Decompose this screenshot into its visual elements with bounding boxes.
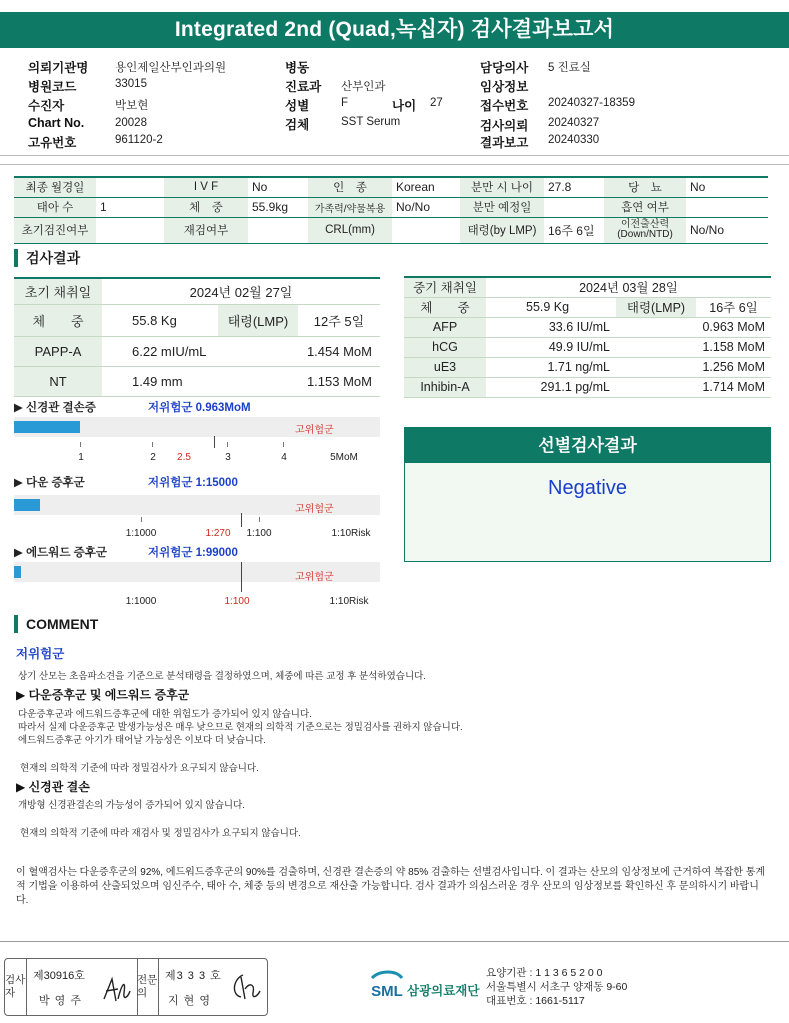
examiner-signature: [100, 973, 134, 1005]
tick-label: 2: [150, 452, 156, 463]
comment-disclaimer: 이 혈액검사는 다운증후군의 92%, 에드워드증후군의 90%를 검출하며, 신경관 결손증의 약 85% 검출하는 선별검사입니다. 이 결과는 산모의 임상정보에 근거하여 복잡한 통계적 기법을 이용하여 산출되었으며 임신주수, 태아 수, 체중 등의 변경으로 재산출 가능합니다. 검사 결과가 의심스러운 경우 산모의 임상정보를 확인하신 후 문의하시기 바랍니다.: [16, 867, 766, 906]
info-cell: 55.9kg: [248, 197, 308, 217]
comment-title: COMMENT: [14, 615, 98, 633]
second-weight: 55.9 Kg: [486, 297, 616, 317]
comment-text: 에드워드증후군 아기가 태어날 가능성은 이보다 더 낮습니다.: [18, 735, 266, 746]
risk-edwards-bar-fill: [14, 566, 21, 578]
tickmark: [283, 442, 284, 447]
value-report-date: 20240330: [548, 134, 600, 146]
screening-result-body: [405, 463, 770, 561]
info-cell: [96, 217, 164, 243]
comment-text: 다운증후군과 에드워드증후군에 대한 위험도가 증가되어 있지 않습니다.: [18, 709, 312, 720]
tick-label: 1:100: [246, 528, 272, 539]
examiner-vertical-label: 검사자: [5, 959, 27, 1015]
marker-value: 291.1 pg/mL: [486, 377, 616, 397]
tick-label-cutoff: 1:100: [224, 596, 250, 607]
value-unique-no: 961120-2: [115, 134, 163, 146]
label-patient: 수진자: [28, 99, 65, 113]
marker-name: PAPP-A: [14, 336, 102, 366]
marker-name: NT: [14, 366, 102, 396]
label-request-date: 검사의뢰: [480, 119, 529, 133]
tick-label: 3: [225, 452, 231, 463]
tickmark: [227, 442, 228, 447]
risk-ntd-high-label: 고위험군: [295, 425, 334, 436]
first-ga-label: 태령(LMP): [218, 304, 298, 336]
value-doctor: 5 진료실: [548, 62, 591, 74]
signature-box: [4, 958, 268, 1016]
label-requester: 의뢰기관명: [28, 61, 89, 75]
value-request-date: 20240327: [548, 117, 600, 129]
risk-ntd-group-text: 저위험군: [148, 402, 193, 414]
comment-text: 개방형 신경관결손의 가능성이 증가되어 있지 않습니다.: [18, 800, 245, 811]
table-row: [14, 336, 380, 366]
tick-label: 1:10Risk: [329, 596, 369, 607]
marker-mom: 1.153 MoM: [218, 366, 380, 396]
info-cell: Korean: [392, 177, 460, 197]
info-cell: No: [248, 177, 308, 197]
table-row: [14, 366, 380, 396]
info-cell: [248, 217, 308, 243]
second-weight-label: 체 중: [404, 297, 486, 317]
first-ga: 12주 5일: [298, 304, 380, 336]
value-age: 27: [430, 97, 443, 109]
patient-info: [0, 56, 789, 152]
first-weight-row: [14, 304, 380, 336]
info-cell: 체 중: [164, 197, 248, 217]
info-cell: 이전출산력 (Down/NTD): [604, 217, 686, 243]
marker-value: 1.49 mm: [102, 366, 218, 396]
risk-edwards-group: [148, 544, 238, 560]
marker-mom: 1.158 MoM: [616, 337, 771, 357]
value-sex: F: [341, 97, 349, 109]
marker-name: AFP: [404, 317, 486, 337]
second-trimester-table: [404, 276, 771, 398]
info-cell: 분만 시 나이: [460, 177, 544, 197]
org-name: 삼광의료재단: [407, 984, 480, 998]
marker-name: hCG: [404, 337, 486, 357]
info-cell: 16주 6일: [544, 217, 604, 243]
info-cell: 1: [96, 197, 164, 217]
tickmark: [80, 442, 81, 447]
tick-label-cutoff: 1:270: [205, 528, 231, 539]
info-cell: No/No: [392, 197, 460, 217]
specialist-license: 제3 3 3 호: [165, 970, 222, 982]
label-clinical-info: 임상정보: [480, 80, 529, 94]
risk-ntd-group: [148, 399, 251, 415]
screening-result-value: Negative: [548, 477, 627, 499]
first-weight: 55.8 Kg: [102, 304, 218, 336]
specialist-vertical-label: 전문의: [137, 959, 159, 1015]
screening-result-title: 선별검사결과: [405, 428, 770, 463]
risk-ntd-value: 0.963MoM: [195, 402, 251, 414]
marker-name: Inhibin-A: [404, 377, 486, 397]
second-date-row: [404, 277, 771, 297]
marker-mom: 1.256 MoM: [616, 357, 771, 377]
second-ga-label: 태령(LMP): [616, 297, 696, 317]
second-date-label: 중기 채취일: [404, 277, 486, 297]
label-hospital-code: 병원코드: [28, 80, 77, 94]
value-patient: 박보현: [115, 100, 149, 112]
results-section-title: 검사결과: [14, 249, 80, 267]
info-cell: 당 뇨: [604, 177, 686, 197]
comment-subhead-down-edwards: ▶ 다운증후군 및 에드워드 증후군: [16, 688, 190, 702]
tickmark: [141, 517, 142, 522]
label-unique-no: 고유번호: [28, 136, 77, 150]
risk-down-high-label: 고위험군: [295, 504, 334, 515]
table-row: [404, 317, 771, 337]
specialist-name: 지 현 영: [168, 995, 211, 1007]
examiner-license: 제30916호: [33, 970, 85, 982]
divider: [0, 164, 789, 165]
label-report-date: 결과보고: [480, 136, 529, 150]
comment-text: 따라서 실제 다운증후군 발생가능성은 매우 낮으므로 현재의 의학적 기준으로는 정밀검사를 권하지 않습니다.: [18, 722, 463, 733]
info-cell: [392, 217, 460, 243]
tick-label: 1:1000: [125, 596, 157, 607]
label-receipt-no: 접수번호: [480, 99, 529, 113]
comment-risk-group: 저위험군: [16, 647, 65, 661]
info-cell: 27.8: [544, 177, 604, 197]
info-cell: [96, 177, 164, 197]
risk-down-label: ▶ 다운 증후군: [14, 477, 85, 489]
org-address: 서울특별시 서초구 양재동 9-60: [486, 981, 628, 993]
second-weight-row: [404, 297, 771, 317]
label-sex: 성별: [285, 99, 310, 113]
info-cell: 최종 월경일: [14, 177, 96, 197]
info-row: [14, 177, 768, 197]
divider: [0, 155, 789, 156]
first-date-row: [14, 278, 380, 304]
info-cell: [544, 197, 604, 217]
specialist-signature: [227, 969, 263, 1005]
info-cell: 흡연 여부: [604, 197, 686, 217]
comment-subhead-ntd: ▶ 신경관 결손: [16, 780, 90, 794]
org-info: [486, 966, 627, 1008]
value-chart-no: 20028: [115, 117, 147, 129]
second-ga: 16주 6일: [696, 297, 771, 317]
org-code: 요양기관 : 1 1 3 6 5 2 0 0: [486, 967, 603, 979]
risk-down-bar-fill: [14, 499, 40, 511]
comment-text: 현재의 의학적 기준에 따라 재검사 및 정밀검사가 요구되지 않습니다.: [20, 828, 301, 839]
marker-name: uE3: [404, 357, 486, 377]
info-cell: 가족력/약물복용: [308, 197, 392, 217]
org-phone: 대표번호 : 1661-5117: [486, 995, 585, 1007]
risk-edwards-value: 1:99000: [195, 547, 238, 559]
info-row: [14, 217, 768, 243]
value-requester: 용인제일산부인과의원: [115, 62, 227, 74]
first-date: 2024년 02월 27일: [102, 278, 380, 304]
risk-down-group: [148, 474, 238, 490]
label-specimen: 검체: [285, 118, 310, 132]
value-department: 산부인과: [341, 81, 386, 93]
tick-label: 1: [78, 452, 84, 463]
screening-result-box: [404, 427, 771, 562]
info-row: [14, 197, 768, 217]
marker-mom: 1.454 MoM: [218, 336, 380, 366]
tick-label: 4: [281, 452, 287, 463]
marker-value: 1.71 ng/mL: [486, 357, 616, 377]
info-cell: No/No: [686, 217, 768, 243]
info-cell: 태령(by LMP): [460, 217, 544, 243]
first-weight-label: 체 중: [14, 304, 102, 336]
tickmark: [259, 517, 260, 522]
comment-text: 상기 산모는 초음파소견을 기준으로 분석태령을 결정하였으며, 체중에 따른 교정 후 분석하였습니다.: [18, 671, 426, 682]
risk-down-cutoff: [241, 513, 242, 527]
info-cell: 초기검진여부: [14, 217, 96, 243]
marker-mom: 1.714 MoM: [616, 377, 771, 397]
second-date: 2024년 03월 28일: [486, 277, 771, 297]
value-receipt-no: 20240327-18359: [548, 97, 635, 109]
first-date-label: 초기 채취일: [14, 278, 102, 304]
info-cell: 태아 수: [14, 197, 96, 217]
value-hospital-code: 33015: [115, 78, 147, 90]
risk-down-value: 1:15000: [195, 477, 238, 489]
risk-edwards-high-label: 고위험군: [295, 572, 334, 583]
value-specimen: SST Serum: [341, 116, 401, 128]
info-cell: 분만 예정일: [460, 197, 544, 217]
examiner-name: 박 영 주: [39, 995, 82, 1007]
tickmark: [152, 442, 153, 447]
info-cell: I V F: [164, 177, 248, 197]
marker-value: 6.22 mIU/mL: [102, 336, 218, 366]
tick-label: 5MoM: [330, 452, 358, 463]
table-row: [404, 377, 771, 397]
label-doctor: 담당의사: [480, 61, 529, 75]
svg-text:SML: SML: [371, 983, 403, 1000]
table-row: [404, 337, 771, 357]
tick-label: 1:1000: [125, 528, 157, 539]
info-cell: CRL(mm): [308, 217, 392, 243]
risk-down-group-text: 저위험군: [148, 477, 193, 489]
first-trimester-table: [14, 277, 380, 397]
marker-value: 33.6 IU/mL: [486, 317, 616, 337]
clinical-info-table: [14, 176, 768, 244]
info-cell: No: [686, 177, 768, 197]
marker-value: 49.9 IU/mL: [486, 337, 616, 357]
risk-ntd-label: ▶ 신경관 결손증: [14, 402, 96, 414]
table-row: [404, 357, 771, 377]
marker-mom: 0.963 MoM: [616, 317, 771, 337]
label-chart-no: Chart No.: [28, 116, 85, 130]
label-ward: 병동: [285, 61, 310, 75]
divider: [0, 941, 789, 942]
risk-edwards-label: ▶ 에드워드 증후군: [14, 547, 107, 559]
info-cell: [686, 197, 768, 217]
risk-edwards-group-text: 저위험군: [148, 547, 193, 559]
tick-label-cutoff: 2.5: [177, 452, 191, 463]
risk-ntd-cutoff: [214, 436, 215, 448]
info-cell: 재검여부: [164, 217, 248, 243]
comment-text: 현재의 의학적 기준에 따라 정밀검사가 요구되지 않습니다.: [20, 763, 259, 774]
label-department: 진료과: [285, 80, 322, 94]
risk-edwards-cutoff: [241, 562, 242, 592]
risk-ntd-bar-fill: [14, 421, 80, 433]
label-age: 나이: [392, 99, 417, 113]
sml-logo-icon: [366, 966, 408, 1008]
report-title: Integrated 2nd (Quad,녹십자) 검사결과보고서: [0, 12, 789, 48]
info-cell: 인 종: [308, 177, 392, 197]
tick-label: 1:10Risk: [331, 528, 371, 539]
